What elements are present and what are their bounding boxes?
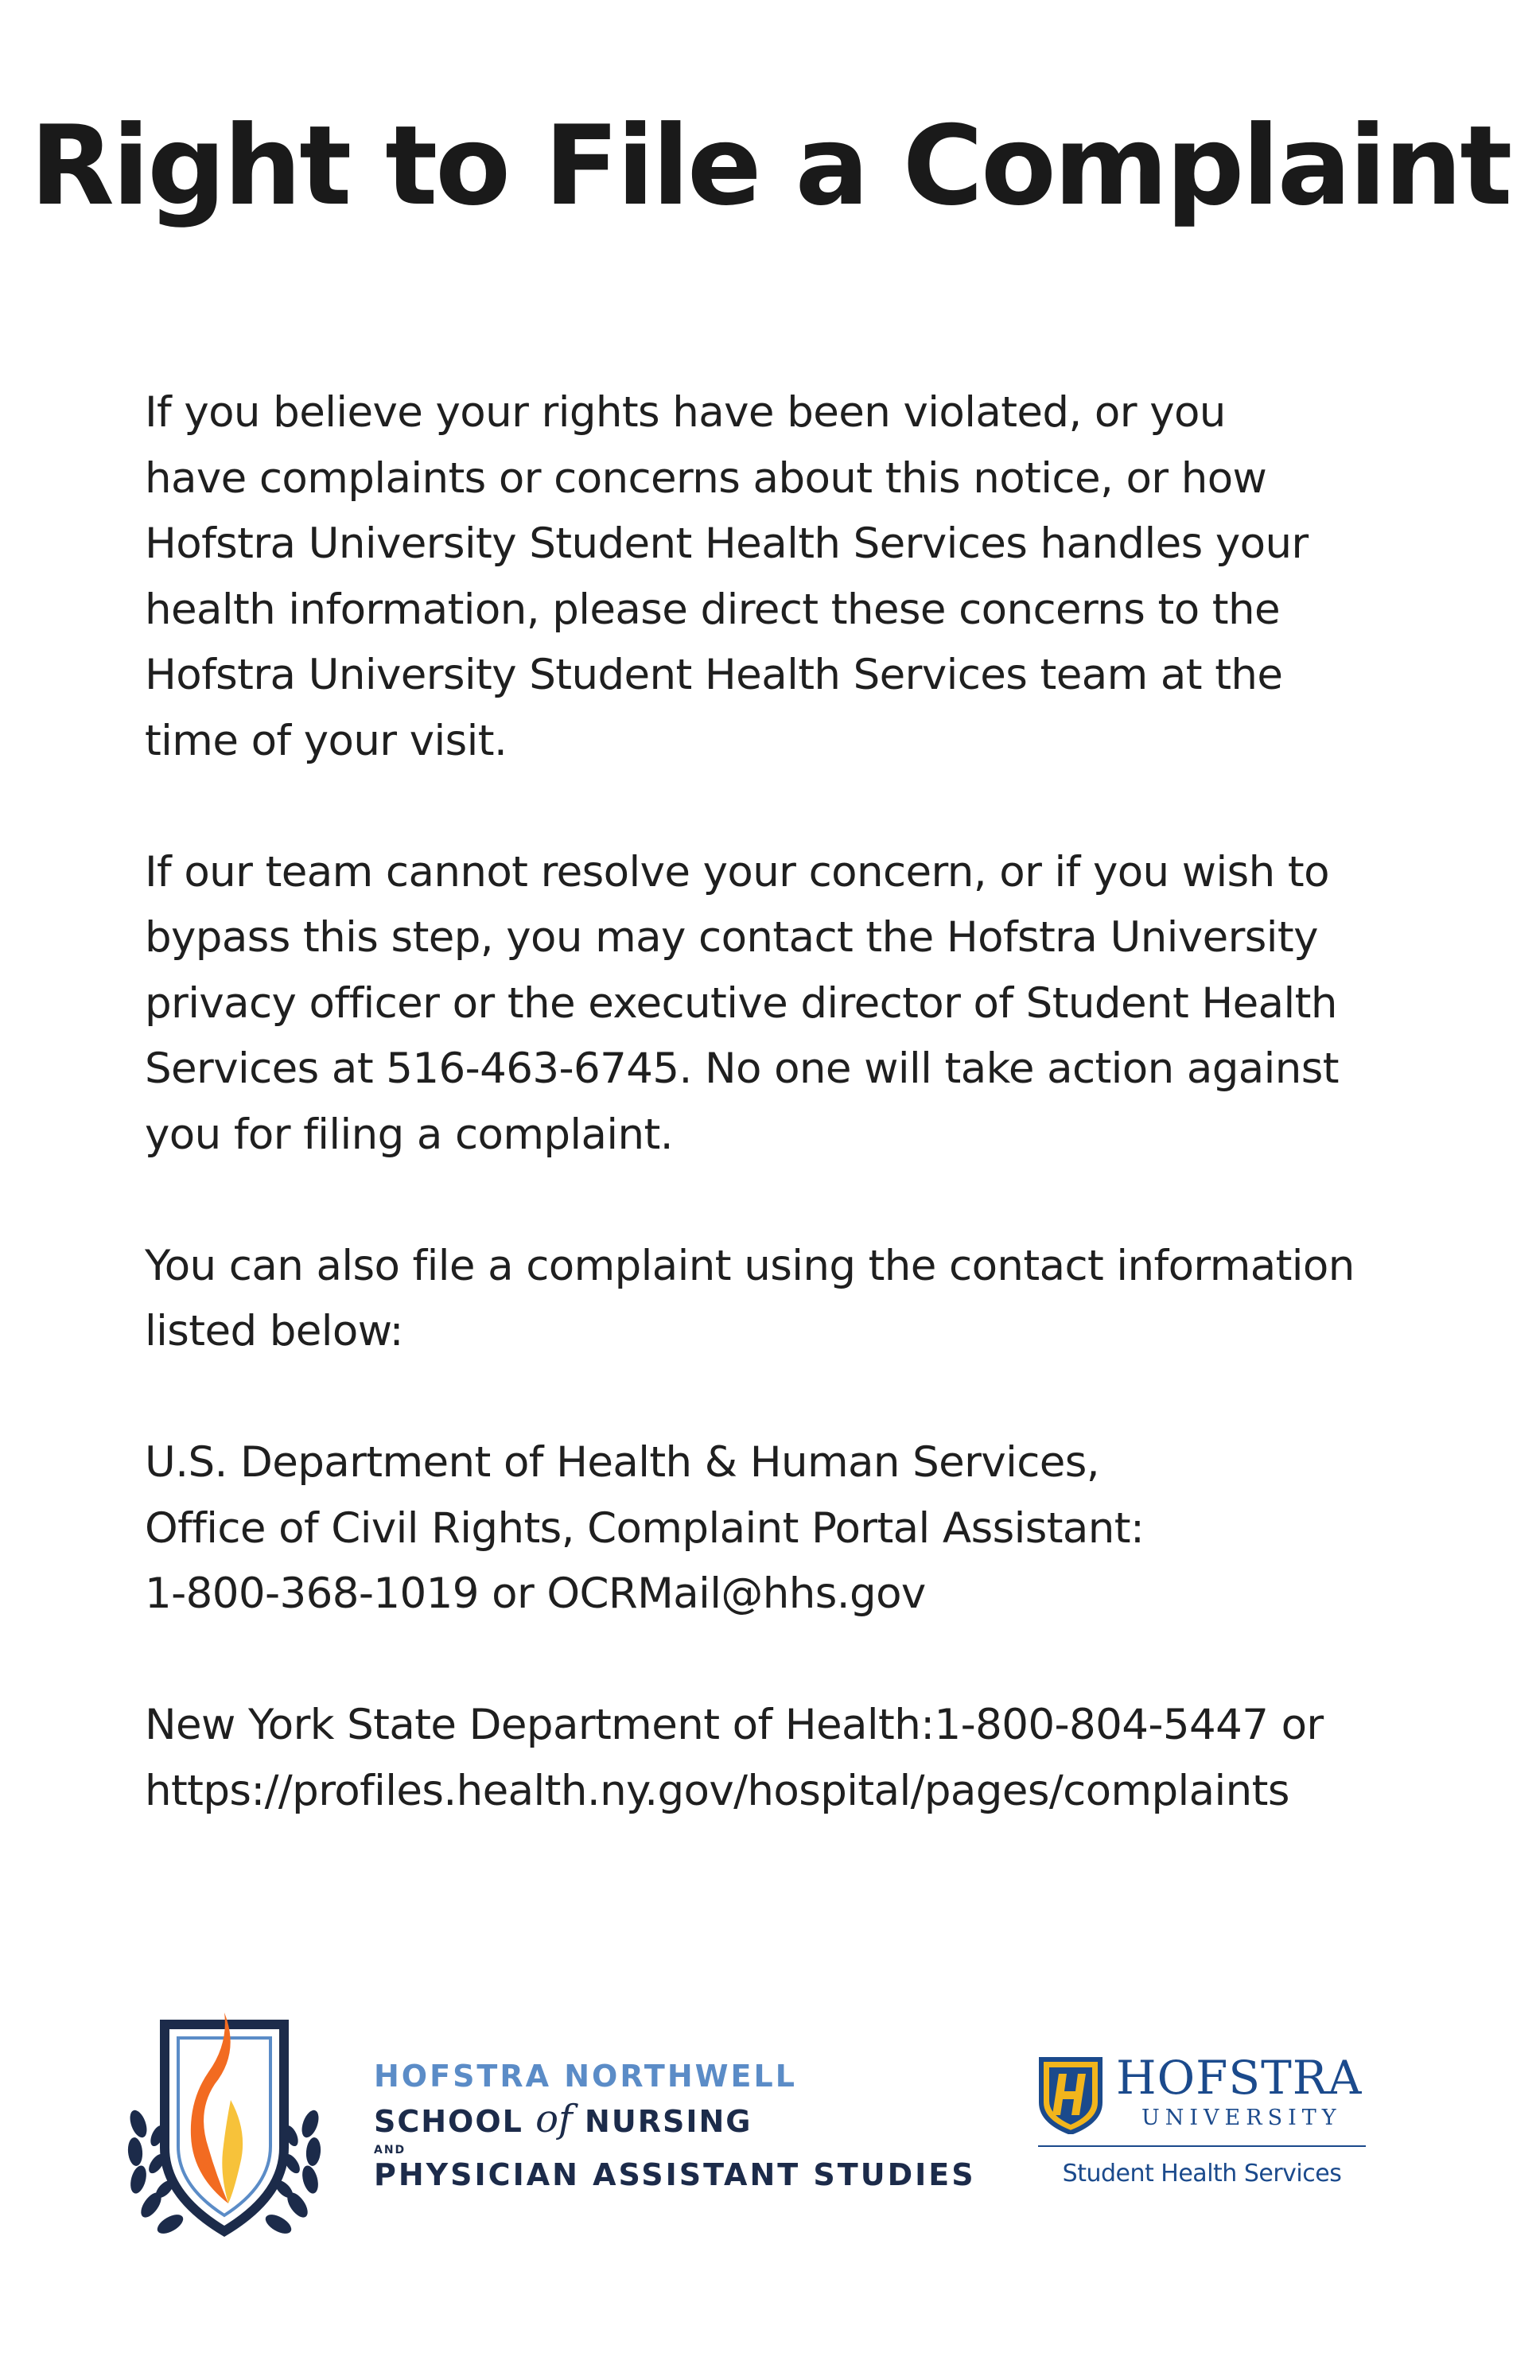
text-line: bypass this step, you may contact the Hofstra University	[145, 913, 1318, 962]
text-line: time of your visit.	[145, 716, 508, 765]
paragraph-rights-violated	[145, 380, 1418, 774]
hofstra-university-label: UNIVERSITY	[1141, 2106, 1342, 2130]
footer-logos	[0, 1989, 1540, 2275]
hofstra-shield-icon	[1038, 2056, 1103, 2134]
nursing-wordmark-and: AND	[374, 2144, 406, 2156]
paragraph-nys-contact	[145, 1693, 1418, 1824]
nursing-wordmark-line3: PHYSICIAN ASSISTANT STUDIES	[374, 2157, 976, 2192]
nursing-school-word: SCHOOL	[374, 2104, 523, 2139]
text-line: you for filing a complaint.	[145, 1110, 673, 1159]
text-line: listed below:	[145, 1307, 403, 1355]
text-line: privacy officer or the executive director of Student Health	[145, 978, 1337, 1028]
text-line: health information, please direct these concerns to the	[145, 585, 1280, 634]
nursing-wordmark-line1: HOFSTRA NORTHWELL	[374, 2059, 797, 2094]
nursing-of-word: of	[535, 2097, 573, 2141]
nursing-school-wordmark	[374, 2056, 976, 2194]
page-title: Right to File a Complaint	[29, 102, 1511, 230]
paragraph-hhs-contact	[145, 1430, 1418, 1628]
text-line: If our team cannot resolve your concern, or if you wish to	[145, 847, 1329, 896]
text-line: have complaints or concerns about this notice, or how	[145, 453, 1267, 503]
nursing-wordmark-line2	[374, 2096, 976, 2145]
student-health-services-label: Student Health Services	[1062, 2160, 1342, 2188]
notice-body	[145, 380, 1418, 1890]
text-line: Office of Civil Rights, Complaint Portal Assistant:	[145, 1503, 1145, 1553]
text-line: Services at 516-463-6745. No one will take action against	[145, 1044, 1339, 1093]
text-line: Hofstra University Student Health Services handles your	[145, 519, 1309, 568]
text-line: Hofstra University Student Health Services team at the	[145, 651, 1283, 699]
text-line: U.S. Department of Health & Human Services,	[145, 1438, 1100, 1487]
text-line: You can also file a complaint using the contact information	[145, 1241, 1355, 1290]
nursing-crest-icon	[121, 2005, 328, 2243]
hofstra-divider	[1038, 2145, 1366, 2147]
nursing-nursing-word: NURSING	[585, 2104, 752, 2139]
paragraph-contact-intro	[145, 1234, 1418, 1365]
text-line: New York State Department of Health:1-800-804-5447 or	[145, 1701, 1324, 1749]
text-line: 1-800-368-1019 or OCRMail@hhs.gov	[145, 1569, 926, 1618]
hofstra-wordmark: HOFSTRA	[1116, 2051, 1363, 2105]
text-line: If you believe your rights have been violated, or you	[145, 388, 1226, 437]
paragraph-privacy-officer	[145, 840, 1418, 1169]
hofstra-university-logo	[1038, 2051, 1380, 2215]
text-line: https://profiles.health.ny.gov/hospital/pages/complaints	[145, 1766, 1289, 1815]
